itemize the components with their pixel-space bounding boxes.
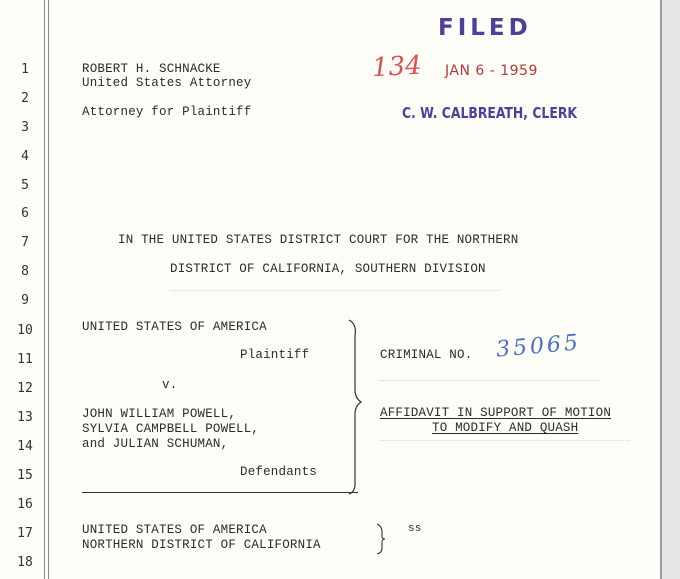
line-number: 14 xyxy=(17,439,33,454)
document-title-line2: TO MODIFY AND QUASH xyxy=(432,421,579,435)
line-number: 17 xyxy=(17,526,33,541)
defendant-name-1: JOHN WILLIAM POWELL, xyxy=(82,407,237,421)
line-number: 5 xyxy=(21,178,29,193)
page-edge-shadow xyxy=(662,0,680,579)
bleed-through-line xyxy=(380,440,630,441)
line-number: 9 xyxy=(21,293,29,308)
line-number: 16 xyxy=(17,497,33,512)
plaintiff-label: Plaintiff xyxy=(240,348,310,362)
filed-date-stamp: JAN 6 - 1959 xyxy=(445,63,538,79)
ss-label: ss xyxy=(408,523,422,535)
court-heading-line1: IN THE UNITED STATES DISTRICT COURT FOR THE NORTHERN xyxy=(118,233,519,247)
caption-bottom-rule xyxy=(82,492,358,493)
line-number: 8 xyxy=(21,264,29,279)
clerk-stamp: C. W. CALBREATH, CLERK xyxy=(402,104,578,122)
criminal-no-label: CRIMINAL NO. xyxy=(380,348,473,362)
caption-brace xyxy=(345,318,367,496)
line-number: 6 xyxy=(21,206,29,221)
filed-stamp: FILED xyxy=(438,15,532,41)
line-number: 4 xyxy=(21,149,29,164)
bleed-through-line xyxy=(380,380,600,381)
document-title-line1: AFFIDAVIT IN SUPPORT OF MOTION xyxy=(380,406,612,420)
line-number: 2 xyxy=(21,91,29,106)
line-number: 18 xyxy=(17,555,33,570)
venue-line2: NORTHERN DISTRICT OF CALIFORNIA xyxy=(82,538,321,552)
defendant-name-2: SYLVIA CAMPBELL POWELL, xyxy=(82,422,260,436)
defendants-label: Defendants xyxy=(240,465,318,479)
versus-label: v. xyxy=(162,378,178,392)
line-number: 13 xyxy=(17,410,33,425)
line-number: 1 xyxy=(21,62,29,77)
venue-line1: UNITED STATES OF AMERICA xyxy=(82,523,267,537)
attorney-name: ROBERT H. SCHNACKE xyxy=(82,62,221,76)
right-margin-line xyxy=(660,0,662,579)
venue-brace xyxy=(374,522,388,556)
line-number: 3 xyxy=(21,120,29,135)
handwritten-case-number: 35065 xyxy=(495,330,582,363)
line-number: 7 xyxy=(21,235,29,250)
line-number: 11 xyxy=(17,352,33,367)
handwritten-docket-number: 134 xyxy=(371,50,423,84)
attorney-title: United States Attorney xyxy=(82,76,252,90)
line-number: 12 xyxy=(17,381,33,396)
left-margin-line-inner xyxy=(48,0,49,579)
plaintiff-name: UNITED STATES OF AMERICA xyxy=(82,320,267,334)
line-number: 15 xyxy=(17,468,33,483)
left-margin-line xyxy=(44,0,45,579)
bleed-through-line xyxy=(170,290,500,291)
line-number: 10 xyxy=(17,323,33,338)
attorney-for: Attorney for Plaintiff xyxy=(82,105,252,119)
defendant-name-3: and JULIAN SCHUMAN, xyxy=(82,437,229,451)
court-heading-line2: DISTRICT OF CALIFORNIA, SOUTHERN DIVISION xyxy=(170,262,486,276)
